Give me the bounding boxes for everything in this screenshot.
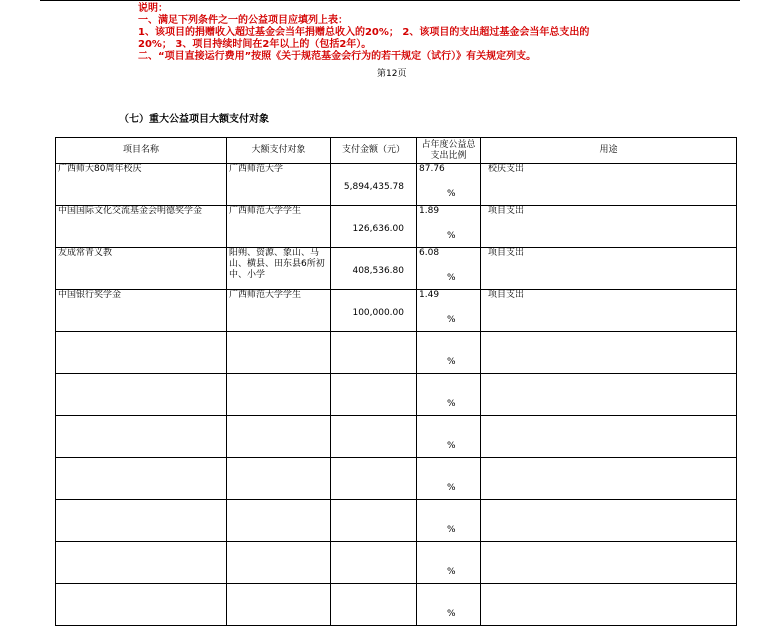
cell-usage: [481, 164, 737, 206]
notes-rule-1: 一、满足下列条件之一的公益项目应填列上表：: [138, 15, 348, 26]
percent-sign: %: [447, 273, 456, 283]
table-row: [56, 164, 737, 206]
usage-value: [487, 416, 488, 426]
cell-usage: [481, 500, 737, 542]
table-row: [56, 332, 737, 374]
cell-project: [56, 500, 227, 542]
usage-value: [487, 374, 488, 384]
cell-usage: [481, 542, 737, 584]
percent-sign: %: [447, 525, 456, 535]
usage-value: [487, 500, 488, 510]
cell-recipient: [227, 206, 331, 248]
project-name: 友成常青义教: [58, 248, 113, 258]
usage-value: 项目支出: [488, 206, 525, 216]
cell-usage: [481, 248, 737, 290]
ratio-value: 1.49: [419, 290, 440, 300]
cell-amount: [331, 290, 417, 332]
notes-rule-1-conditions: 1、该项目的捐赠收入超过基金会当年捐赠总收入的20%； 2、该项目的支出超过基金会当年总支出的: [138, 27, 590, 38]
amount-value: 100,000.00: [352, 308, 404, 318]
recipient-name: 广西师范大学学生: [229, 206, 302, 216]
table-row: [56, 206, 737, 248]
cell-ratio: [417, 332, 481, 374]
ratio-value: 1.89: [419, 206, 440, 216]
cell-project: [56, 248, 227, 290]
percent-sign: %: [447, 189, 456, 199]
header-usage: 用途: [481, 138, 737, 164]
cell-ratio: [417, 458, 481, 500]
cell-amount: [331, 206, 417, 248]
table-body: [56, 164, 737, 626]
cell-project: [56, 332, 227, 374]
table-row: [56, 374, 737, 416]
usage-value: [487, 584, 488, 594]
cell-amount: [331, 542, 417, 584]
cell-usage: [481, 584, 737, 626]
cell-recipient: [227, 164, 331, 206]
cell-ratio: [417, 206, 481, 248]
cell-usage: [481, 374, 737, 416]
cell-project: [56, 206, 227, 248]
table-header-row: [56, 138, 737, 164]
cell-amount: [331, 584, 417, 626]
cell-recipient: [227, 374, 331, 416]
cell-usage: [481, 332, 737, 374]
ratio-value: 87.76: [419, 164, 445, 174]
cell-recipient: [227, 248, 331, 290]
project-name: 广西师大80周年校庆: [58, 164, 142, 174]
page-number: 第12页: [377, 69, 407, 79]
cell-usage: [481, 290, 737, 332]
recipient-name: 广西师范大学: [229, 164, 284, 174]
cell-project: [56, 416, 227, 458]
percent-sign: %: [447, 567, 456, 577]
percent-sign: %: [447, 483, 456, 493]
table-row: [56, 416, 737, 458]
header-recipient: 大额支付对象: [227, 138, 331, 164]
header-amount: 支付金额（元）: [331, 138, 417, 164]
top-border-line: [40, 0, 740, 1]
usage-value: 校庆支出: [488, 164, 525, 174]
cell-ratio: [417, 416, 481, 458]
table-row: [56, 290, 737, 332]
cell-project: [56, 374, 227, 416]
recipient-name: 阳朔、资源、象山、马山、横县、田东县6所初中、小学: [229, 248, 325, 280]
cell-ratio: [417, 542, 481, 584]
cell-recipient: [227, 290, 331, 332]
cell-project: [56, 290, 227, 332]
project-name: 中国银行奖学金: [58, 290, 122, 300]
cell-amount: [331, 416, 417, 458]
usage-value: 项目支出: [488, 290, 525, 300]
cell-amount: [331, 164, 417, 206]
amount-value: 126,636.00: [352, 224, 404, 234]
table-row: [56, 458, 737, 500]
cell-recipient: [227, 500, 331, 542]
table-row: [56, 542, 737, 584]
percent-sign: %: [447, 357, 456, 367]
cell-amount: [331, 248, 417, 290]
cell-recipient: [227, 458, 331, 500]
cell-recipient: [227, 542, 331, 584]
cell-usage: [481, 416, 737, 458]
table-row: [56, 584, 737, 626]
amount-value: 5,894,435.78: [343, 182, 404, 192]
cell-recipient: [227, 584, 331, 626]
header-ratio: 占年度公益总支出比例: [417, 138, 481, 164]
percent-sign: %: [447, 231, 456, 241]
cell-ratio: [417, 374, 481, 416]
project-name: 中国国际文化交流基金会明德奖学金: [58, 206, 203, 216]
notes-rule-2: 二、“项目直接运行费用”按照《关于规范基金会行为的若干规定（试行）》有关规定列支。: [138, 51, 537, 62]
table-row: [56, 248, 737, 290]
percent-sign: %: [447, 609, 456, 619]
percent-sign: %: [447, 441, 456, 451]
cell-usage: [481, 206, 737, 248]
cell-amount: [331, 374, 417, 416]
cell-project: [56, 458, 227, 500]
cell-ratio: [417, 164, 481, 206]
usage-value: [487, 458, 488, 468]
cell-amount: [331, 332, 417, 374]
recipient-name: 广西师范大学学生: [229, 290, 302, 300]
cell-ratio: [417, 500, 481, 542]
cell-recipient: [227, 332, 331, 374]
cell-project: [56, 542, 227, 584]
cell-amount: [331, 500, 417, 542]
notes-heading: 说明：: [138, 3, 168, 14]
percent-sign: %: [447, 315, 456, 325]
usage-value: [487, 332, 488, 342]
header-project: 项目名称: [56, 138, 227, 164]
cell-ratio: [417, 248, 481, 290]
usage-value: 项目支出: [488, 248, 525, 258]
payments-table: [55, 137, 737, 626]
cell-ratio: [417, 290, 481, 332]
notes-block: [138, 3, 738, 63]
ratio-value: 6.08: [419, 248, 440, 258]
cell-usage: [481, 458, 737, 500]
cell-ratio: [417, 584, 481, 626]
amount-value: 408,536.80: [352, 266, 404, 276]
table-row: [56, 500, 737, 542]
cell-amount: [331, 458, 417, 500]
section-title: （七）重大公益项目大额支付对象: [119, 114, 269, 125]
usage-value: [487, 542, 488, 552]
notes-rule-1-conditions-cont: 20%； 3、项目持续时间在2年以上的（包括2年）。: [138, 39, 372, 50]
cell-recipient: [227, 416, 331, 458]
cell-project: [56, 584, 227, 626]
percent-sign: %: [447, 399, 456, 409]
cell-project: [56, 164, 227, 206]
